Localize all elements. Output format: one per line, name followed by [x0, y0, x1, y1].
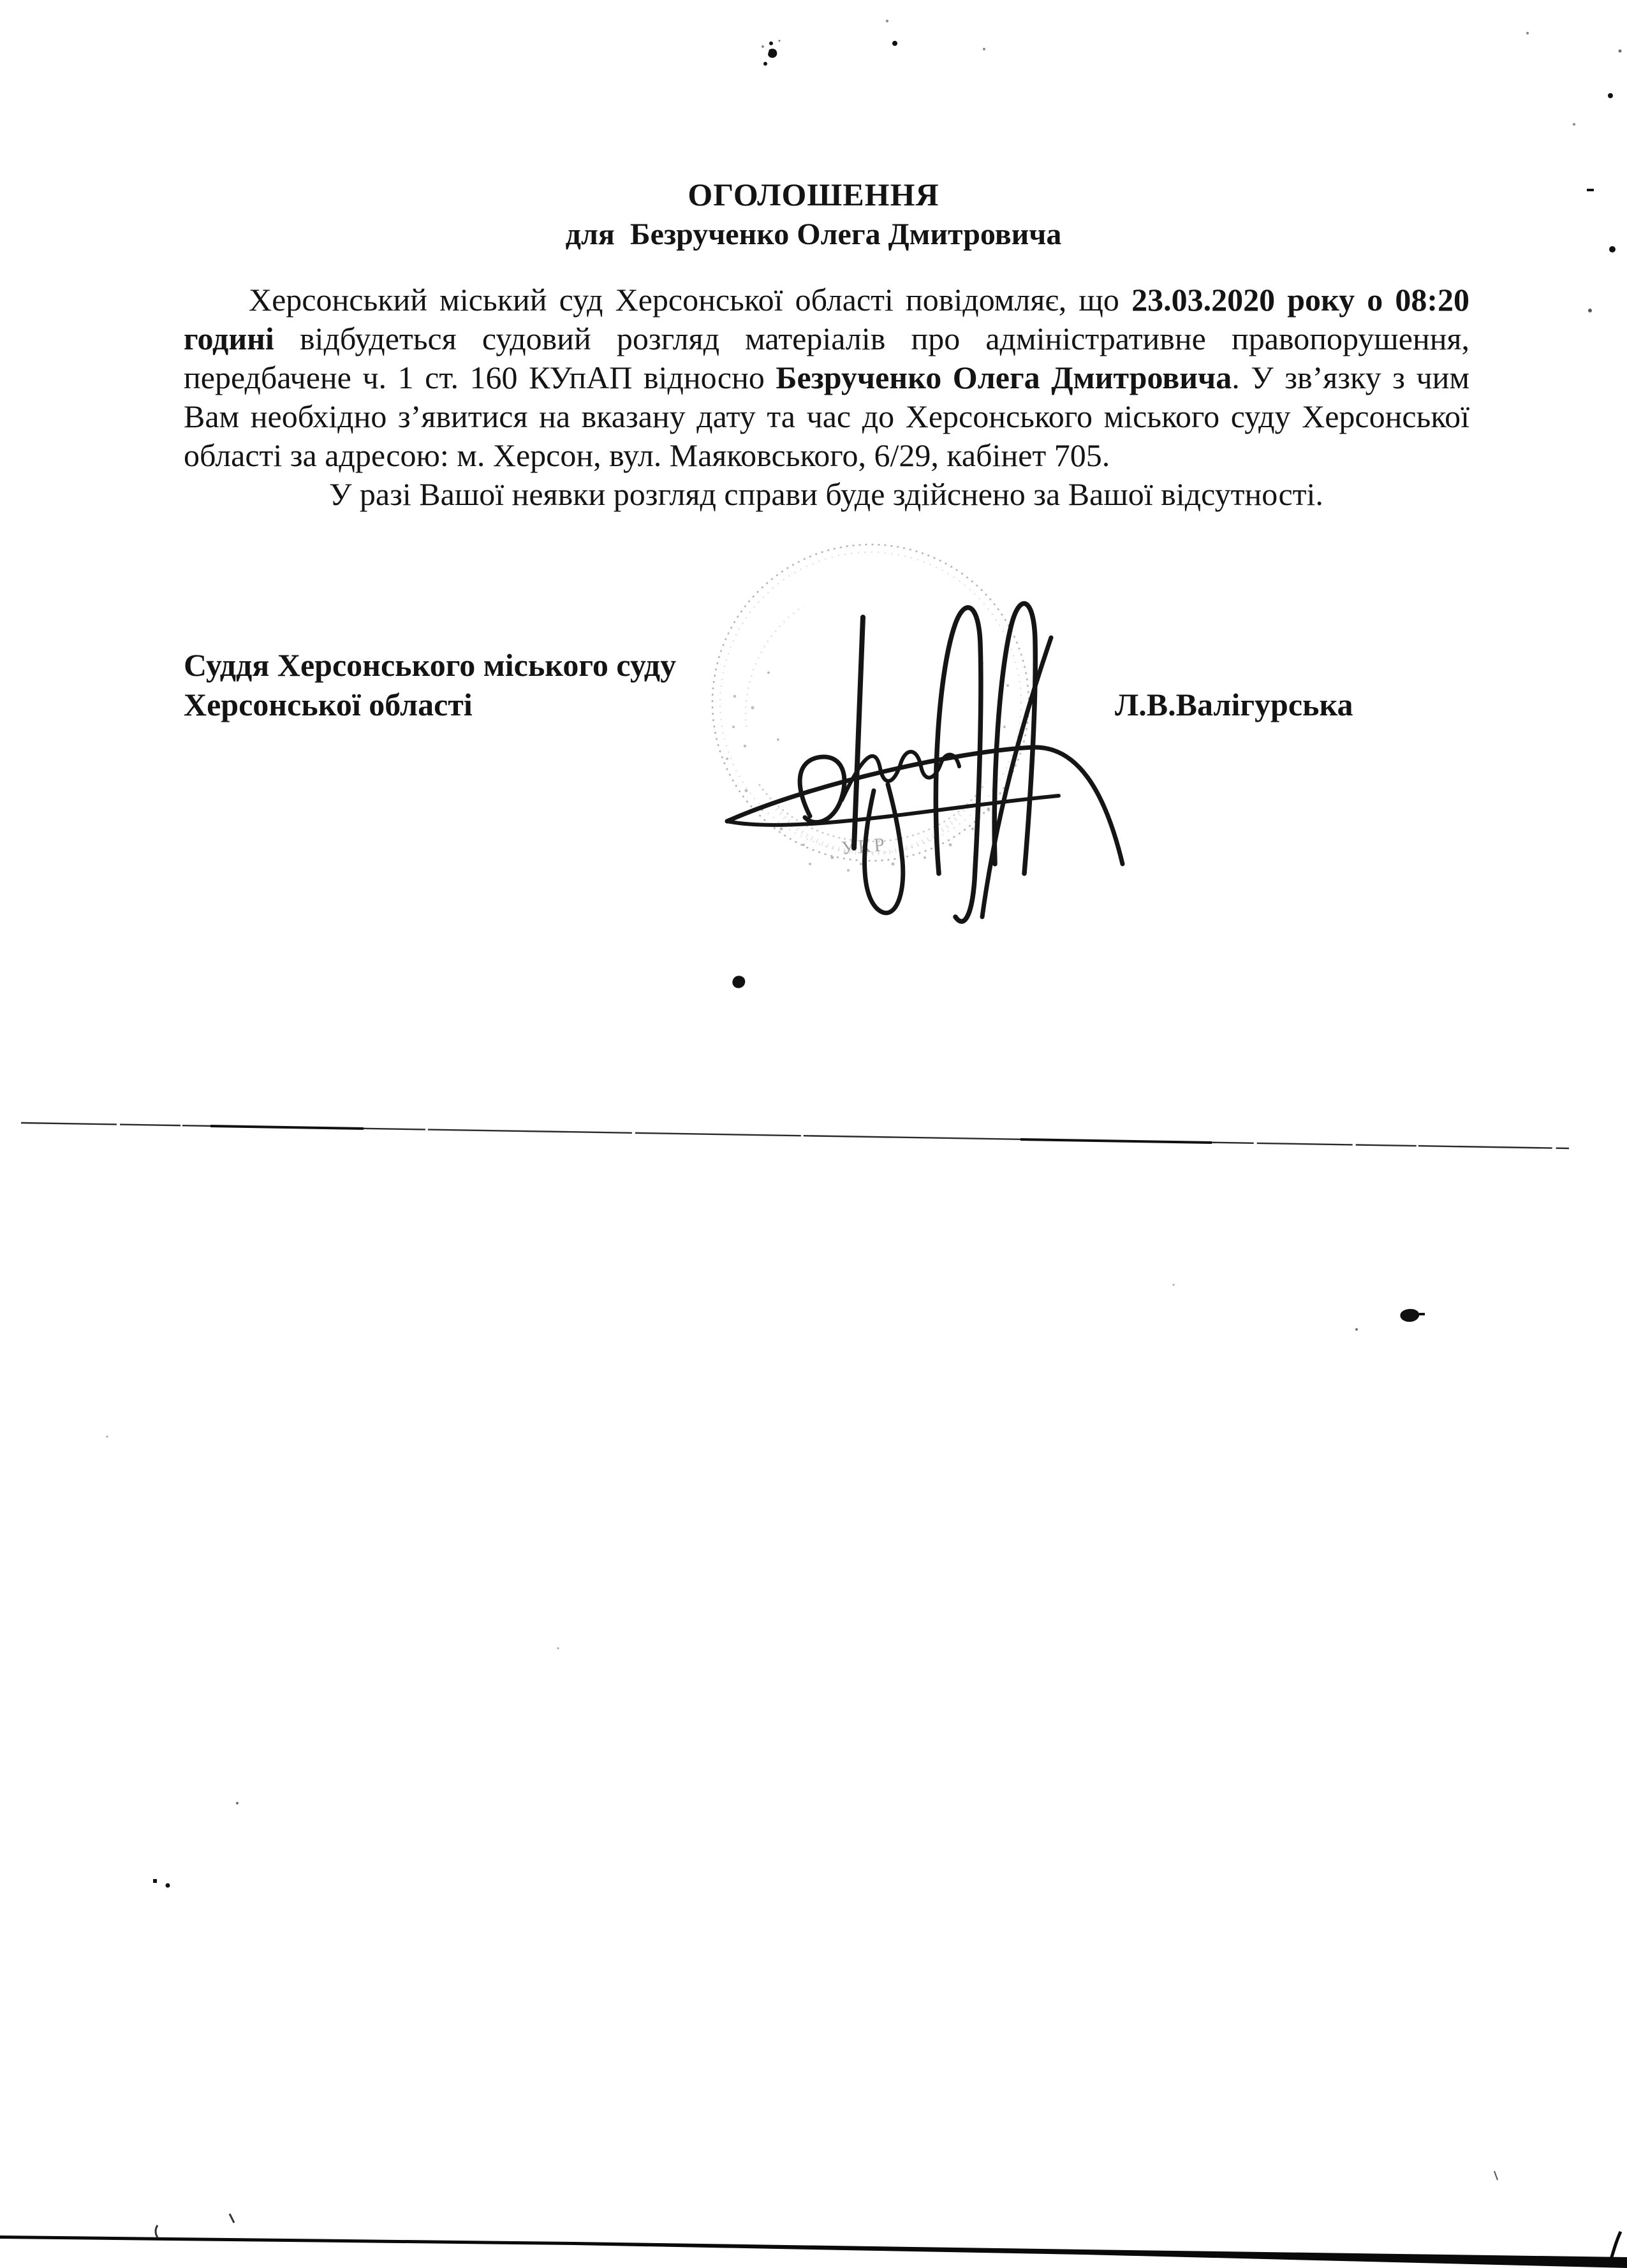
- round-stamp: [712, 545, 1029, 872]
- stamp-noise: [726, 662, 1009, 872]
- signature-role-title: [184, 645, 676, 724]
- scan-line-bottom: [0, 2171, 1627, 2268]
- document-subtitle: для Безрученко Олега Дмитровича: [565, 217, 1062, 251]
- body-paragraph-main: [184, 281, 1469, 475]
- scan-line-middle: [21, 1123, 1569, 1148]
- signature-role-line1: Суддя Херсонського міського суду: [184, 647, 677, 683]
- p1-bold-person-name: Безрученко Олега Дмитровича: [776, 360, 1232, 395]
- p1-text-3: . У зв’язку з чим Вам необхідно з’явитися на вказану дату та час до Херсонського міського суду Херсонської області за адресою: м. Херсон, вул. Маяковського, 6/29, кабінет 705.: [184, 360, 1469, 473]
- handwritten-signature: [727, 604, 1123, 922]
- p1-text-1: Херсонський міський суд Херсонської області повідомляє, що: [249, 282, 1132, 318]
- signature-judge-name: Л.В.Валігурська: [1115, 687, 1353, 722]
- p1-text-2: відбудеться судовий розгляд матеріалів про адміністративне правопорушення, передбачене ч. 1 ст. 160 КУпАП відносно: [184, 321, 1469, 395]
- signature-role-line2: Херсонської області: [184, 687, 473, 722]
- body-paragraph-absence-note: У разі Вашої неявки розгляд справи буде здійснено за Вашої відсутності.: [329, 476, 1323, 512]
- p1-bold-date-time: 23.03.2020 року о 08:20 годині: [184, 282, 1470, 356]
- document-title: ОГОЛОШЕННЯ: [688, 177, 939, 212]
- stamp-text-fragment: УКР: [840, 833, 889, 859]
- stamp-and-signature: [651, 516, 1142, 937]
- document-body: [184, 281, 1469, 514]
